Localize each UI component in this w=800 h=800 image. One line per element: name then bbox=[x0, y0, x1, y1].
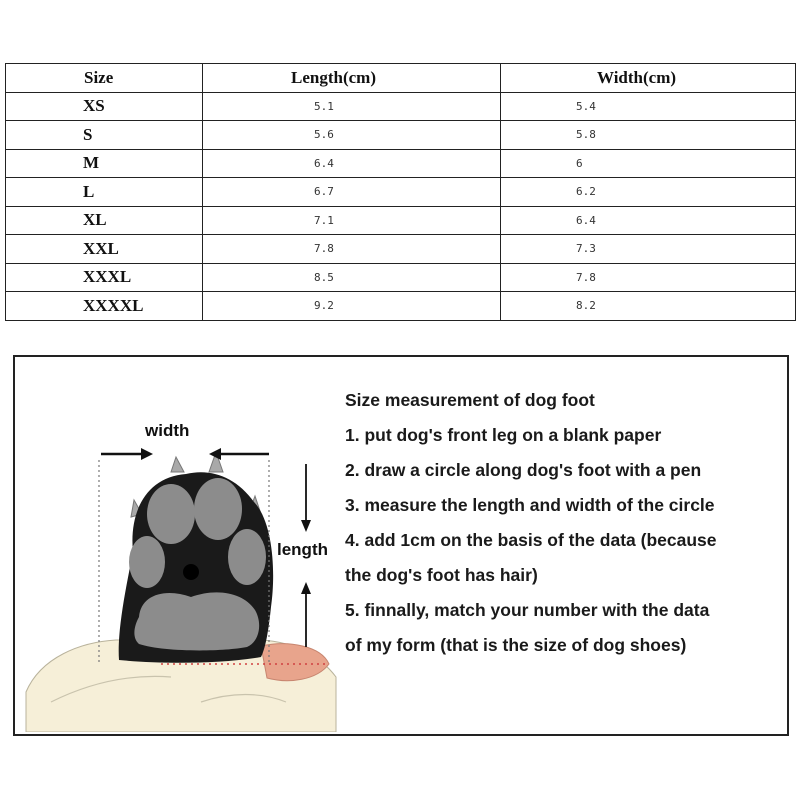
length-arrowhead-bottom bbox=[301, 582, 311, 594]
width-cell: 6.2 bbox=[501, 178, 796, 207]
size-cell: S bbox=[6, 121, 203, 150]
width-cell: 6.4 bbox=[501, 206, 796, 235]
instruction-line: the dog's foot has hair) bbox=[345, 565, 538, 585]
main-pad-shape bbox=[134, 592, 259, 650]
width-arrowhead-left bbox=[141, 448, 153, 460]
table-row bbox=[6, 178, 796, 207]
size-cell: XXXL bbox=[6, 263, 203, 292]
header-length: Length(cm) bbox=[203, 64, 501, 93]
length-cell: 7.1 bbox=[203, 206, 501, 235]
length-cell: 7.8 bbox=[203, 235, 501, 264]
length-cell: 9.2 bbox=[203, 292, 501, 321]
instruction-line: of my form (that is the size of dog shoes) bbox=[345, 635, 687, 655]
width-cell: 7.8 bbox=[501, 263, 796, 292]
instruction-line: 5. finnally, match your number with the data bbox=[345, 600, 710, 620]
length-cell: 6.4 bbox=[203, 149, 501, 178]
table-row bbox=[6, 206, 796, 235]
length-label: length bbox=[277, 540, 328, 559]
width-cell: 5.4 bbox=[501, 92, 796, 121]
table-row bbox=[6, 292, 796, 321]
width-cell: 6 bbox=[501, 149, 796, 178]
small-pad-dot bbox=[183, 564, 199, 580]
claw-icon bbox=[171, 457, 184, 472]
instruction-line: 1. put dog's front leg on a blank paper bbox=[345, 425, 662, 445]
table-row bbox=[6, 92, 796, 121]
length-arrowhead-top bbox=[301, 520, 311, 532]
size-cell: M bbox=[6, 149, 203, 178]
length-cell: 5.1 bbox=[203, 92, 501, 121]
size-chart-table bbox=[5, 63, 796, 321]
width-cell: 5.8 bbox=[501, 121, 796, 150]
dog-paw-illustration bbox=[21, 402, 341, 732]
toe-pad-shape bbox=[194, 478, 242, 540]
toe-pad-shape bbox=[129, 536, 165, 588]
size-cell: XXL bbox=[6, 235, 203, 264]
length-cell: 5.6 bbox=[203, 121, 501, 150]
length-cell: 8.5 bbox=[203, 263, 501, 292]
width-cell: 8.2 bbox=[501, 292, 796, 321]
table-row bbox=[6, 235, 796, 264]
toe-pad-shape bbox=[147, 484, 195, 544]
instructions-title: Size measurement of dog foot bbox=[345, 390, 595, 410]
instruction-line: 3. measure the length and width of the circle bbox=[345, 495, 715, 515]
width-label: width bbox=[145, 421, 190, 440]
instruction-line: 4. add 1cm on the basis of the data (because bbox=[345, 530, 717, 550]
instructions-block bbox=[345, 383, 785, 663]
instruction-line: 2. draw a circle along dog's foot with a pen bbox=[345, 460, 702, 480]
table-row bbox=[6, 121, 796, 150]
size-cell: L bbox=[6, 178, 203, 207]
table-header-row bbox=[6, 64, 796, 93]
size-cell: XXXXL bbox=[6, 292, 203, 321]
header-width: Width(cm) bbox=[501, 64, 796, 93]
toe-pad-shape bbox=[228, 529, 266, 585]
measurement-panel bbox=[13, 355, 789, 736]
width-cell: 7.3 bbox=[501, 235, 796, 264]
size-cell: XL bbox=[6, 206, 203, 235]
table-row bbox=[6, 263, 796, 292]
header-size: Size bbox=[6, 64, 203, 93]
size-cell: XS bbox=[6, 92, 203, 121]
length-cell: 6.7 bbox=[203, 178, 501, 207]
table-row bbox=[6, 149, 796, 178]
